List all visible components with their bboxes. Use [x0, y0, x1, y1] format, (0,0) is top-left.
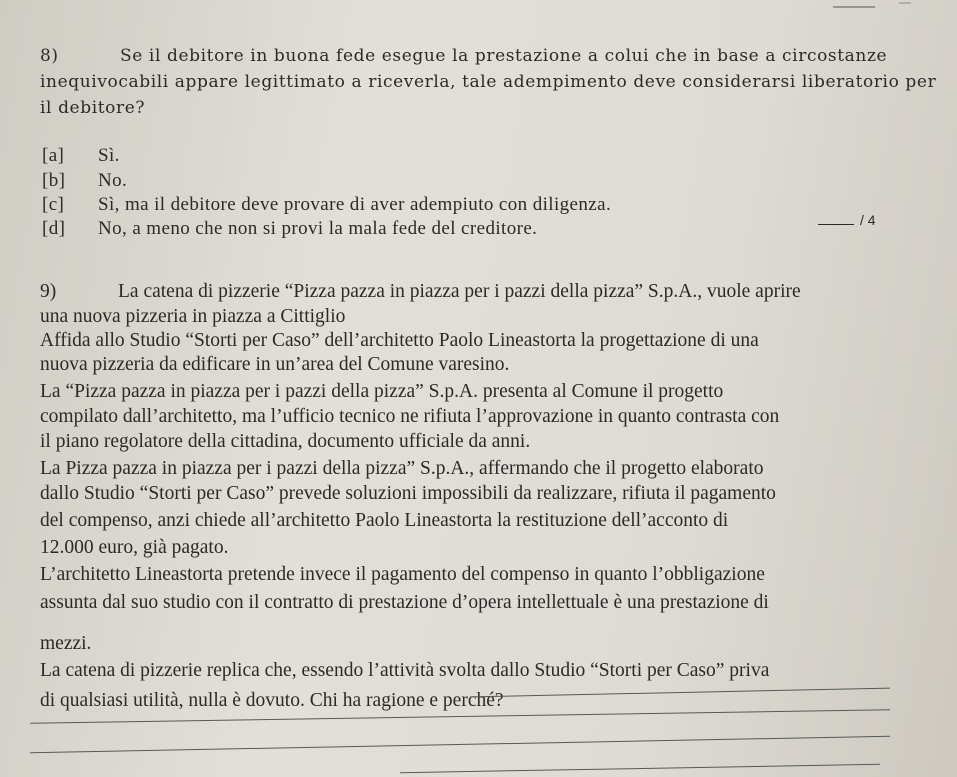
question-8-number: 8) [40, 46, 59, 66]
option-d-label: [d] [42, 218, 66, 239]
score-blank[interactable] [818, 224, 854, 225]
option-a-text: Sì. [98, 145, 120, 166]
question-9-line-15: La catena di pizzerie replica che, essendo l’attività svolta dallo Studio “Storti per Caso” priva [40, 660, 770, 681]
question-9-line-2: una nuova pizzeria in piazza a Cittiglio [40, 306, 346, 327]
question-9-line-4: nuova pizzeria da edificare in un’area del Comune varesino. [40, 354, 510, 375]
answer-line-3[interactable] [30, 736, 890, 754]
question-9-line-16: di qualsiasi utilità, nulla è dovuto. Chi ha ragione e perché? [40, 690, 504, 711]
question-8-line-3: il debitore? [40, 98, 146, 118]
question-9-line-12: L’architetto Lineastorta pretende invece il pagamento del compenso in quanto l’obbligazione [40, 564, 765, 585]
question-9-line-11: 12.000 euro, già pagato. [40, 537, 229, 558]
question-9-line-8: La Pizza pazza in piazza per i pazzi della pizza” S.p.A., affermando che il progetto elaborato [40, 458, 764, 479]
question-9-line-3: Affida allo Studio “Storti per Caso” dell’architetto Paolo Lineastorta la progettazione di una [40, 330, 759, 351]
question-9-line-1: La catena di pizzerie “Pizza pazza in piazza per i pazzi della pizza” S.p.A., vuole aprire [118, 281, 801, 302]
score-value: / 4 [860, 212, 876, 228]
option-a [42, 145, 120, 167]
question-9-number: 9) [40, 281, 57, 302]
option-a-label: [a] [42, 145, 65, 166]
question-9-line-7: il piano regolatore della cittadina, documento ufficiale da anni. [40, 431, 531, 452]
question-9-line-9: dallo Studio “Storti per Caso” prevede soluzioni impossibili da realizzare, rifiuta il pagamento [40, 483, 776, 504]
option-d-text: No, a meno che non si provi la mala fede del creditore. [98, 218, 538, 239]
question-8-line-1: Se il debitore in buona fede esegue la prestazione a colui che in base a circostanze [120, 46, 888, 66]
top-corner-marks [797, 0, 957, 10]
question-9-line-13: assunta dal suo studio con il contratto di prestazione d’opera intellettuale è una prestazione di [40, 592, 769, 613]
question-9-line-10: del compenso, anzi chiede all’architetto Paolo Lineastorta la restituzione dell’acconto di [40, 510, 729, 531]
option-c-label: [c] [42, 194, 65, 215]
option-b-text: No. [98, 170, 128, 191]
answer-line-1[interactable] [470, 688, 890, 698]
option-d [42, 218, 537, 240]
answer-line-4[interactable] [400, 764, 880, 773]
score-box [818, 212, 876, 228]
option-c-text: Sì, ma il debitore deve provare di aver adempiuto con diligenza. [98, 194, 612, 215]
question-9-line-5: La “Pizza pazza in piazza per i pazzi della pizza” S.p.A. presenta al Comune il progetto [40, 381, 724, 402]
question-9-line-14: mezzi. [40, 633, 92, 654]
option-b [42, 170, 127, 192]
option-c [42, 194, 611, 216]
option-b-label: [b] [42, 170, 66, 191]
question-9-line-6: compilato dall’architetto, ma l’ufficio tecnico ne rifiuta l’approvazione in quanto contrasta con [40, 406, 780, 427]
question-8-line-2: inequivocabili appare legittimato a riceverla, tale adempimento deve considerarsi liberatorio per [40, 72, 937, 92]
